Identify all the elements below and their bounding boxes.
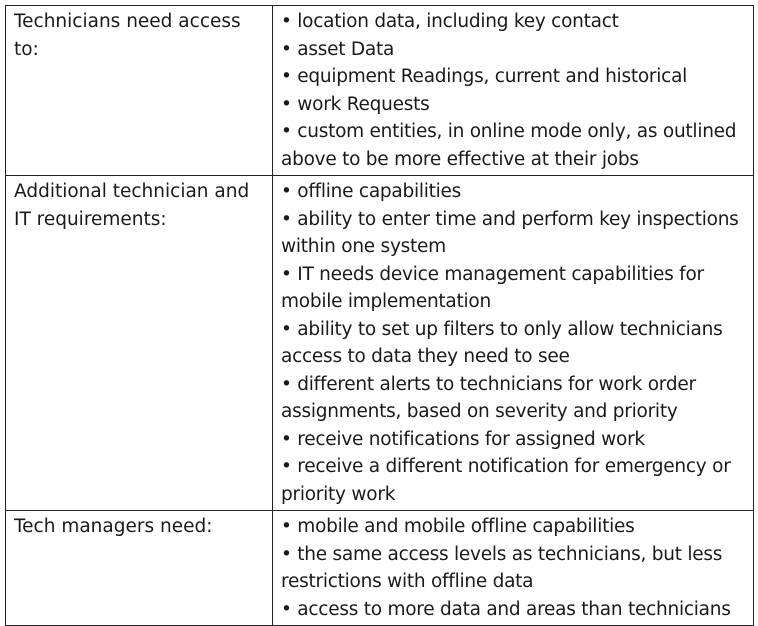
list-item: • receive a different notification for emergency or priority work <box>281 456 731 505</box>
list-item: • asset Data <box>281 38 395 60</box>
list-item: • location data, including key contact <box>281 11 619 32</box>
list-item: • work Requests <box>281 93 430 115</box>
list-item: • IT needs device management capabilities for mobile implementation <box>281 263 704 312</box>
list-item: • ability to enter time and perform key inspections within one system <box>281 208 739 257</box>
table-row <box>6 176 754 511</box>
requirements-table <box>5 5 754 626</box>
list-item: • custom entities, in online mode only, as outlined above to be more effective at their jobs <box>281 121 737 170</box>
list-item: • the same access levels as technicians, but less restrictions with offline data <box>281 543 723 592</box>
list-item: • equipment Readings, current and historical <box>281 66 688 87</box>
row-label: Tech managers need: <box>6 511 273 626</box>
list-item: • receive notifications for assigned work <box>281 428 645 450</box>
list-item: • different alerts to technicians for work order assignments, based on severity and priority <box>281 373 696 422</box>
list-item: • ability to set up filters to only allow technicians access to data they need to see <box>281 318 723 367</box>
row-items <box>273 6 754 176</box>
row-label: Technicians need access to: <box>6 6 273 176</box>
list-item: • access to more data and areas than technicians <box>281 598 731 620</box>
table-row <box>6 6 754 176</box>
list-item: • offline capabilities <box>281 181 462 202</box>
row-items <box>273 511 754 626</box>
table-row <box>6 511 754 626</box>
list-item: • mobile and mobile offline capabilities <box>281 516 635 537</box>
row-label: Additional technician and IT requirements: <box>6 176 273 511</box>
row-items <box>273 176 754 511</box>
